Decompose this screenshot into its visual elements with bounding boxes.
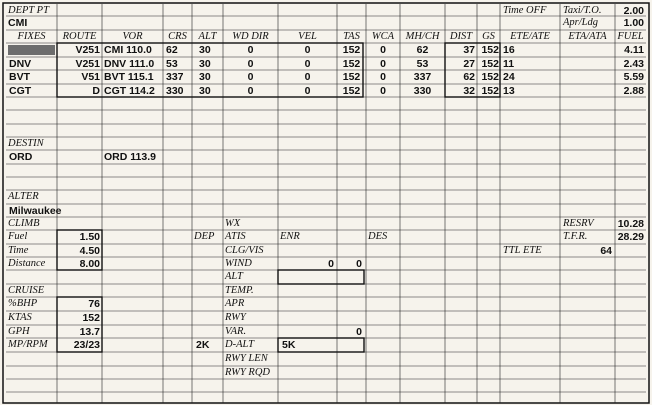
cruise-value: 76 xyxy=(88,298,100,310)
wx-header-des: DES xyxy=(368,231,388,242)
leg-fix: CGT xyxy=(9,85,32,97)
wx-label: CLG/VIS xyxy=(225,245,264,256)
leg-vor: CMI 110.0 xyxy=(104,44,152,56)
leg-dist: 32 xyxy=(463,85,475,97)
wx-header-enr: ENR xyxy=(280,231,300,242)
climb-label: Distance xyxy=(8,258,46,269)
climb-label: Time xyxy=(8,245,29,256)
leg-fuel: 4.11 xyxy=(624,44,644,56)
shaded-fix-cell xyxy=(8,45,55,55)
label-time-off: Time OFF xyxy=(503,5,547,16)
column-header: FUEL xyxy=(617,31,644,42)
leg-tas: 152 xyxy=(342,85,361,97)
leg-route: V251 xyxy=(75,44,100,56)
column-header: CRS xyxy=(168,31,187,42)
leg-route: V51 xyxy=(81,71,100,83)
var-value: 0 xyxy=(356,326,362,338)
leg-fuel: 2.43 xyxy=(623,58,644,70)
resrv-value: 10.28 xyxy=(617,218,644,230)
leg-gs: 152 xyxy=(481,71,499,83)
column-header: WCA xyxy=(371,31,395,42)
climb-value: 4.50 xyxy=(79,245,100,257)
wx-label: RWY xyxy=(225,312,246,323)
label-destin: DESTIN xyxy=(8,138,44,149)
wx-label: VAR. xyxy=(225,326,247,337)
label-tfr: T.F.R. xyxy=(563,231,588,242)
wx-header-dep: DEP xyxy=(194,231,215,242)
cruise-value: 23/23 xyxy=(73,339,100,351)
leg-mh: 330 xyxy=(413,85,432,97)
label-apr-ldg: Apr/Ldg xyxy=(563,17,599,28)
column-header: GS xyxy=(482,31,495,42)
leg-mh: 337 xyxy=(413,71,432,83)
tfr-value: 28.29 xyxy=(617,231,644,243)
label-alter: ALTER xyxy=(8,191,39,202)
leg-wind-vel: 0 xyxy=(304,58,311,70)
leg-vor: DNV 111.0 xyxy=(104,58,155,70)
leg-fix: DNV xyxy=(9,58,32,70)
leg-fix: BVT xyxy=(9,71,30,83)
leg-gs: 152 xyxy=(481,85,499,97)
leg-tas: 152 xyxy=(342,71,361,83)
leg-dist: 62 xyxy=(463,71,475,83)
column-header: FIXES xyxy=(17,31,46,42)
label-resrv: RESRV xyxy=(563,218,594,229)
label-taxi-to: Taxi/T.O. xyxy=(563,5,602,16)
cruise-label: GPH xyxy=(8,326,30,337)
wx-label: D-ALT xyxy=(225,339,254,350)
column-header: ROUTE xyxy=(62,31,97,42)
leg-dist: 27 xyxy=(463,58,475,70)
leg-gs: 152 xyxy=(481,44,499,56)
cruise-value: 13.7 xyxy=(79,326,100,338)
leg-dist: 37 xyxy=(463,44,475,56)
leg-vor: BVT 115.1 xyxy=(104,71,154,83)
wx-label: ALT xyxy=(225,271,243,282)
column-header: ETA/ATA xyxy=(568,31,607,42)
leg-ete: 13 xyxy=(503,85,515,97)
cruise-label: %BHP xyxy=(8,298,38,309)
column-header: DIST xyxy=(449,31,473,42)
leg-ete: 16 xyxy=(503,44,515,56)
leg-wca: 0 xyxy=(380,58,386,70)
leg-wind-dir: 0 xyxy=(247,44,254,56)
leg-wca: 0 xyxy=(380,44,386,56)
leg-crs: 337 xyxy=(166,71,184,83)
leg-route: V251 xyxy=(75,58,100,70)
climb-value: 1.50 xyxy=(79,231,100,243)
leg-alt: 30 xyxy=(199,71,211,83)
cruise-label: MP/RPM xyxy=(8,339,48,350)
column-header: TAS xyxy=(343,31,360,42)
destin-vor: ORD 113.9 xyxy=(104,151,156,163)
column-header: VOR xyxy=(122,31,143,42)
leg-mh: 53 xyxy=(416,58,429,70)
leg-wca: 0 xyxy=(380,71,386,83)
leg-wind-vel: 0 xyxy=(304,44,311,56)
wx-label: WIND xyxy=(225,258,252,269)
cruise-value: 152 xyxy=(82,312,100,324)
column-header: ALT xyxy=(198,31,217,42)
leg-wind-dir: 0 xyxy=(247,71,254,83)
column-header: MH/CH xyxy=(405,31,440,42)
dalt-enr-value: 5K xyxy=(282,339,296,351)
wx-label: WX xyxy=(225,218,241,229)
leg-tas: 152 xyxy=(342,44,361,56)
leg-route: D xyxy=(92,85,100,97)
wx-label: RWY RQD xyxy=(225,367,271,378)
wx-label: RWY LEN xyxy=(225,353,268,364)
leg-alt: 30 xyxy=(199,85,211,97)
dalt-dep-value: 2K xyxy=(196,339,210,351)
taxi-fuel-value: 2.00 xyxy=(623,5,644,17)
cruise-label: KTAS xyxy=(8,312,32,323)
wind-values-box xyxy=(278,270,364,284)
wind-vel-value: 0 xyxy=(356,258,362,270)
label-dept-pt: DEPT PT xyxy=(8,5,49,16)
leg-wind-dir: 0 xyxy=(247,58,254,70)
leg-alt: 30 xyxy=(199,58,211,70)
column-header: WD DIR xyxy=(232,31,269,42)
column-header: ETE/ATE xyxy=(510,31,550,42)
destin-fix: ORD xyxy=(9,151,33,163)
leg-ete: 11 xyxy=(503,58,515,70)
label-ttl-ete: TTL ETE xyxy=(503,245,542,256)
column-header: VEL xyxy=(298,31,317,42)
wx-label: APR xyxy=(225,298,245,309)
leg-fuel: 2.88 xyxy=(623,85,644,97)
climb-value: 8.00 xyxy=(79,258,100,270)
leg-crs: 330 xyxy=(166,85,184,97)
dept-pt-value: CMI xyxy=(8,17,28,29)
leg-ete: 24 xyxy=(503,71,515,83)
leg-mh: 62 xyxy=(416,44,429,56)
leg-fuel: 5.59 xyxy=(623,71,644,83)
leg-wind-vel: 0 xyxy=(304,85,311,97)
label-cruise: CRUISE xyxy=(8,285,45,296)
leg-alt: 30 xyxy=(199,44,211,56)
wind-dir-value: 0 xyxy=(328,258,334,270)
leg-wca: 0 xyxy=(380,85,386,97)
leg-crs: 62 xyxy=(166,44,178,56)
wx-label: TEMP. xyxy=(225,285,254,296)
leg-tas: 152 xyxy=(342,58,361,70)
wx-label: ATIS xyxy=(225,231,246,242)
leg-vor: CGT 114.2 xyxy=(104,85,155,97)
apr-fuel-value: 1.00 xyxy=(623,17,644,29)
leg-wind-dir: 0 xyxy=(247,85,254,97)
alter-fix: Milwaukee xyxy=(9,205,62,217)
label-climb: CLIMB xyxy=(8,218,40,229)
leg-crs: 53 xyxy=(166,58,178,70)
leg-gs: 152 xyxy=(481,58,499,70)
ttl-ete-value: 64 xyxy=(600,245,612,257)
climb-label: Fuel xyxy=(8,231,28,242)
leg-wind-vel: 0 xyxy=(304,71,311,83)
